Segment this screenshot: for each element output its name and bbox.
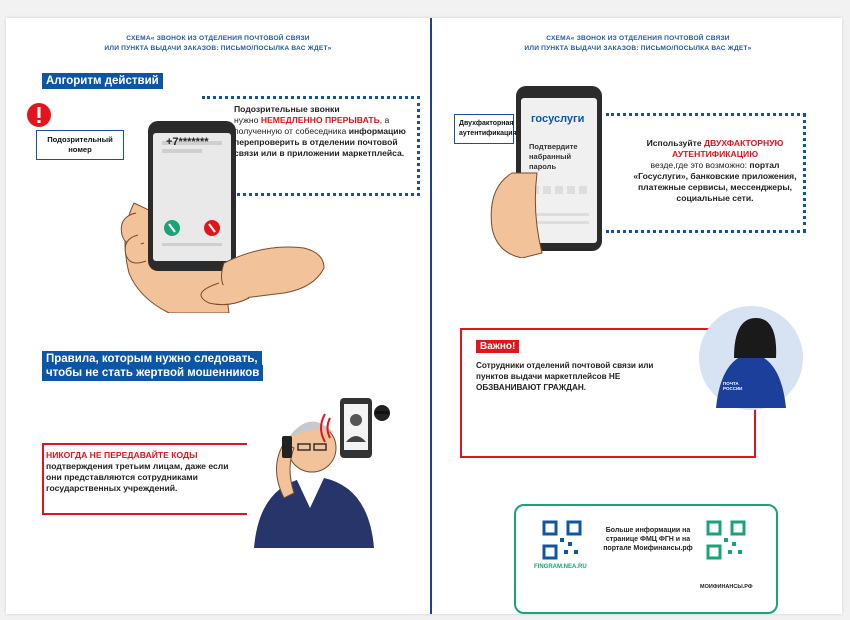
qr-code-moifinansy[interactable]	[706, 520, 746, 560]
gosuslugi-logo: госуслуги	[531, 113, 585, 125]
calls-text-p4: , а полученную от собеседника	[234, 115, 390, 136]
never-share-text	[46, 450, 236, 494]
calls-text-p5: информацию перепроверить в отделении почтовой связи или в приложении маркетплейса.	[234, 126, 406, 158]
calls-text	[234, 104, 409, 159]
more-info-text: Больше информации на странице ФМЦ ФГН и на портале Моифинансы.рф	[603, 527, 693, 552]
left-title-line1: СХЕМА« ЗВОНОК ИЗ ОТДЕЛЕНИЯ ПОЧТОВОЙ СВЯЗИ	[126, 35, 310, 42]
warning-icon	[26, 102, 52, 128]
use-2fa-p2: везде,где это возможно:	[650, 160, 748, 170]
important-label: Важно!	[476, 340, 519, 353]
phone-number: +7*******	[166, 136, 209, 148]
qr1-caption: FINGRAM.NEA.RU	[534, 564, 587, 570]
document-sheet	[6, 18, 842, 614]
never-share-red: НИКОГДА НЕ ПЕРЕДАВАЙТЕ КОДЫ	[46, 450, 198, 460]
left-title	[18, 34, 418, 54]
never-share-rest: подтверждения третьим лицам, даже если они представляются сотрудниками государственных учреждений.	[46, 461, 229, 493]
post-badge: ПОЧТА РОССИИ	[723, 381, 743, 391]
use-2fa-p1: Используйте	[646, 138, 702, 148]
use-2fa-p3: портал «Госуслуги», банковские приложения, платежные сервисы, мессенджеры, социальные сети.	[633, 160, 797, 203]
use-2fa-text	[630, 138, 800, 204]
suspicious-number-callout: Подозрительный номер	[36, 130, 124, 160]
rules-heading-line2: чтобы не стать жертвой мошенников	[42, 365, 263, 381]
page-divider	[430, 18, 432, 614]
left-title-line2: ИЛИ ПУНКТА ВЫДАЧИ ЗАКАЗОВ: ПИСЬМО/ПОСЫЛКА ВАС ЖДЕТ»	[104, 45, 332, 52]
confirm-password-text: Подтвердите набранный пароль	[529, 142, 578, 171]
calls-text-p1: Подозрительные звонки	[234, 104, 340, 114]
calls-text-red: НЕМЕДЛЕННО ПРЕРЫВАТЬ	[260, 115, 380, 125]
right-title-line2: ИЛИ ПУНКТА ВЫДАЧИ ЗАКАЗОВ: ПИСЬМО/ПОСЫЛКА ВАС ЖДЕТ»	[524, 45, 752, 52]
post-worker-avatar	[696, 303, 806, 413]
rules-heading-line1: Правила, которым нужно следовать,	[42, 351, 262, 367]
two-factor-callout: Двухфакторная аутентификация	[454, 114, 514, 144]
algorithm-label: Алгоритм действий	[42, 73, 163, 89]
qr2-caption: МОИФИНАНСЫ.РФ	[700, 584, 753, 590]
use-2fa-red: ДВУХФАКТОРНУЮ АУТЕНТИФИКАЦИЮ	[671, 138, 784, 159]
man-on-phone-illustration	[234, 378, 394, 548]
right-title-line1: СХЕМА« ЗВОНОК ИЗ ОТДЕЛЕНИЯ ПОЧТОВОЙ СВЯЗИ	[546, 35, 730, 42]
important-text: Сотрудники отделений почтовой связи или пунктов выдачи маркетплейсов НЕ ОБЗВАНИВАЮТ ГРАЖДАН.	[476, 361, 654, 392]
calls-text-p2: нужно	[234, 115, 259, 125]
qr-code-fingram[interactable]	[542, 520, 582, 560]
right-title	[438, 34, 838, 54]
